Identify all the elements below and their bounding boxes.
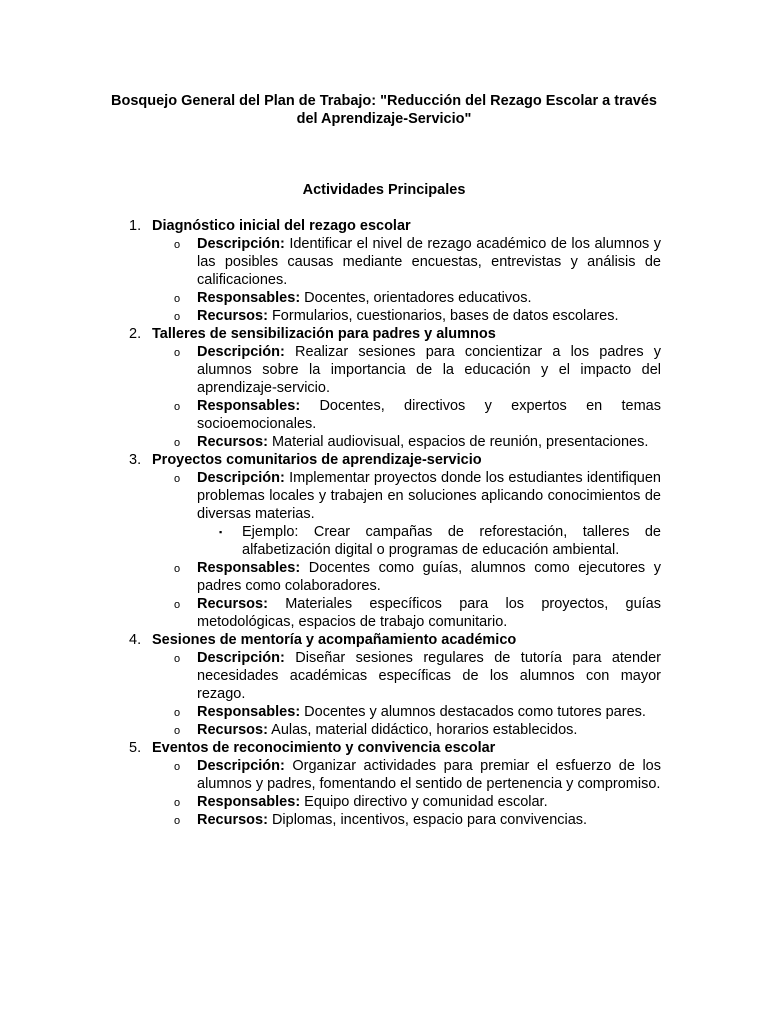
- activity-title: Eventos de reconocimiento y convivencia escolar: [152, 740, 496, 756]
- activity-item: [0, 451, 661, 631]
- activity-number: 1.: [129, 218, 142, 234]
- detail-label: Descripción:: [197, 470, 285, 486]
- activity-item: [0, 217, 661, 325]
- hollow-bullet-icon: o: [174, 599, 181, 611]
- hollow-bullet-icon: o: [174, 401, 181, 413]
- hollow-bullet-icon: o: [174, 239, 181, 251]
- detail-text: Docentes como guías, alumnos como ejecutores y padres como colaboradores.: [197, 560, 661, 594]
- hollow-bullet-icon: o: [174, 653, 181, 665]
- activity-item: [0, 631, 661, 739]
- sub-item-text: Ejemplo: Crear campañas de reforestación, talleres de alfabetización digital o programas de educación ambiental.: [242, 524, 661, 558]
- activity-number: 2.: [129, 326, 142, 342]
- detail-text: Realizar sesiones para concientizar a los padres y alumnos sobre la importancia de la educación y el impacto del aprendizaje-servicio.: [197, 344, 661, 396]
- detail-item: [174, 757, 661, 793]
- detail-item: [174, 793, 661, 811]
- detail-label: Recursos:: [197, 812, 268, 828]
- detail-text: Organizar actividades para premiar el esfuerzo de los alumnos y padres, fomentando el sentido de pertenencia y compromiso.: [197, 758, 661, 792]
- hollow-bullet-icon: o: [174, 761, 181, 773]
- detail-text: Docentes, directivos y expertos en temas socioemocionales.: [197, 398, 661, 432]
- sub-item: [219, 523, 661, 559]
- detail-item: [174, 307, 661, 325]
- activity-details-list: [152, 235, 661, 325]
- detail-text: Diplomas, incentivos, espacio para convivencias.: [267, 812, 588, 828]
- activity-title: Proyectos comunitarios de aprendizaje-servicio: [152, 452, 482, 468]
- detail-text: Materiales específicos para los proyectos, guías metodológicas, espacios de trabajo comunitario.: [197, 596, 661, 630]
- detail-label: Responsables:: [197, 290, 301, 306]
- detail-label: Responsables:: [197, 794, 301, 810]
- detail-item: [174, 559, 661, 595]
- activity-number: 4.: [129, 632, 142, 648]
- hollow-bullet-icon: o: [174, 293, 181, 305]
- activity-number: 3.: [129, 452, 142, 468]
- detail-text: Implementar proyectos donde los estudiantes identifiquen problemas locales y trabajen en soluciones aplicando conocimientos de diversas materias.: [197, 470, 661, 522]
- activity-title: Diagnóstico inicial del rezago escolar: [152, 218, 411, 234]
- detail-item: [174, 595, 661, 631]
- detail-label: Responsables:: [197, 398, 301, 414]
- detail-label: Recursos:: [197, 596, 268, 612]
- detail-item: [174, 811, 661, 829]
- detail-text: Docentes y alumnos destacados como tutores pares.: [300, 704, 646, 720]
- detail-label: Descripción:: [197, 344, 285, 360]
- detail-label: Descripción:: [197, 650, 285, 666]
- detail-text: Material audiovisual, espacios de reunión, presentaciones.: [267, 434, 649, 450]
- detail-item: [174, 721, 661, 739]
- detail-label: Responsables:: [197, 704, 301, 720]
- hollow-bullet-icon: o: [174, 473, 181, 485]
- detail-text: Docentes, orientadores educativos.: [300, 290, 532, 306]
- hollow-bullet-icon: o: [174, 563, 181, 575]
- hollow-bullet-icon: o: [174, 815, 181, 827]
- detail-label: Descripción:: [197, 236, 285, 252]
- detail-item: [174, 289, 661, 307]
- detail-text: Identificar el nivel de rezago académico de los alumnos y las posibles causas mediante encuestas, entrevistas y análisis de calificaciones.: [197, 236, 661, 288]
- activity-item: [0, 739, 661, 829]
- hollow-bullet-icon: o: [174, 311, 181, 323]
- hollow-bullet-icon: o: [174, 707, 181, 719]
- hollow-bullet-icon: o: [174, 347, 181, 359]
- hollow-bullet-icon: o: [174, 725, 181, 737]
- detail-label: Responsables:: [197, 560, 301, 576]
- detail-text: Equipo directivo y comunidad escolar.: [300, 794, 548, 810]
- detail-label: Recursos:: [197, 308, 268, 324]
- activity-details-list: [152, 649, 661, 739]
- activity-title: Sesiones de mentoría y acompañamiento académico: [152, 632, 517, 648]
- detail-label: Descripción:: [197, 758, 285, 774]
- activity-title: Talleres de sensibilización para padres y alumnos: [152, 326, 496, 342]
- hollow-bullet-icon: o: [174, 797, 181, 809]
- detail-text: Diseñar sesiones regulares de tutoría para atender necesidades académicas específicas de los alumnos con mayor rezago.: [197, 650, 661, 702]
- detail-label: Recursos:: [197, 722, 268, 738]
- square-bullet-icon: ▪: [219, 527, 223, 537]
- detail-item: [174, 649, 661, 703]
- detail-item: [174, 469, 661, 559]
- detail-item: [174, 703, 661, 721]
- activities-list: [0, 217, 768, 829]
- detail-item: [174, 433, 661, 451]
- detail-text: Formularios, cuestionarios, bases de datos escolares.: [267, 308, 619, 324]
- activity-number: 5.: [129, 740, 142, 756]
- document-title: Bosquejo General del Plan de Trabajo: "Reducción del Rezago Escolar a través del Aprendizaje-Servicio": [111, 93, 657, 127]
- detail-text: Aulas, material didáctico, horarios establecidos.: [267, 722, 578, 738]
- activity-details-list: [152, 343, 661, 451]
- detail-item: [174, 343, 661, 397]
- detail-item: [174, 397, 661, 433]
- hollow-bullet-icon: o: [174, 437, 181, 449]
- section-title: Actividades Principales: [302, 182, 466, 198]
- detail-item: [174, 235, 661, 289]
- activity-item: [0, 325, 661, 451]
- activity-details-list: [152, 757, 661, 829]
- sub-list: [197, 523, 661, 559]
- activity-details-list: [152, 469, 661, 631]
- detail-label: Recursos:: [197, 434, 268, 450]
